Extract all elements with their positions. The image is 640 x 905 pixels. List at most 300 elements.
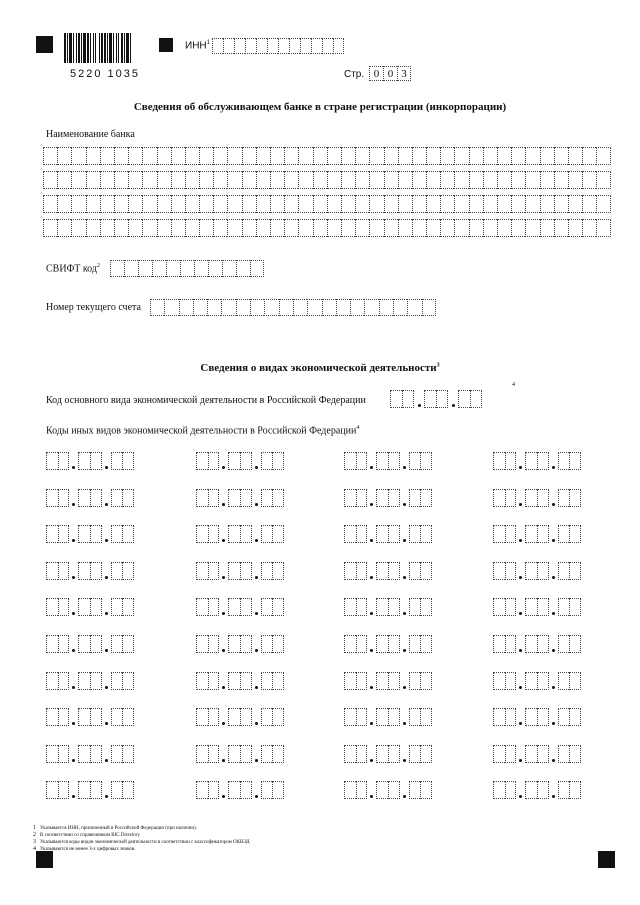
bank-name-cell[interactable] <box>100 219 114 237</box>
bank-name-cell[interactable] <box>511 219 525 237</box>
activity-code-cell[interactable] <box>388 452 400 470</box>
activity-code-cell[interactable] <box>90 635 102 653</box>
bank-name-cell[interactable] <box>171 171 185 189</box>
activity-code-cell[interactable] <box>344 781 356 799</box>
activity-code-cell[interactable] <box>111 745 123 763</box>
bank-name-cell[interactable] <box>412 147 426 165</box>
bank-name-cell[interactable] <box>213 147 227 165</box>
activity-code-cell[interactable] <box>537 452 549 470</box>
activity-code-cell[interactable] <box>90 489 102 507</box>
bank-name-cell[interactable] <box>355 195 369 213</box>
activity-code-cell[interactable] <box>196 562 208 580</box>
activity-code-cell[interactable] <box>208 452 220 470</box>
activity-code-segment[interactable] <box>493 781 516 799</box>
activity-code-cell[interactable] <box>208 489 220 507</box>
bank-name-cell[interactable] <box>185 195 199 213</box>
account-cell[interactable] <box>236 299 250 316</box>
bank-name-cell[interactable] <box>185 171 199 189</box>
activity-code-segment[interactable] <box>376 525 399 543</box>
activity-code-cell[interactable] <box>58 708 70 726</box>
bank-name-cell[interactable] <box>114 171 128 189</box>
activity-code-cell[interactable] <box>537 635 549 653</box>
bank-name-cell[interactable] <box>568 147 582 165</box>
bank-name-cell[interactable] <box>582 171 596 189</box>
account-cell[interactable] <box>422 299 436 316</box>
account-cell[interactable] <box>407 299 421 316</box>
bank-name-cell[interactable] <box>157 195 171 213</box>
account-cell[interactable] <box>150 299 164 316</box>
activity-code-cell[interactable] <box>525 672 537 690</box>
activity-code-segment[interactable] <box>111 452 134 470</box>
activity-code-cell[interactable] <box>261 452 273 470</box>
activity-code-cell[interactable] <box>196 708 208 726</box>
activity-code-cell[interactable] <box>376 489 388 507</box>
bank-name-cell[interactable] <box>341 195 355 213</box>
bank-name-cell[interactable] <box>369 195 383 213</box>
account-cell[interactable] <box>322 299 336 316</box>
activity-code-cell[interactable] <box>376 672 388 690</box>
activity-code-cell[interactable] <box>388 489 400 507</box>
activity-code-cell[interactable] <box>420 452 432 470</box>
bank-name-cell[interactable] <box>525 195 539 213</box>
activity-code-segment[interactable] <box>409 745 432 763</box>
activity-code-cell[interactable] <box>493 672 505 690</box>
activity-code-cell[interactable] <box>505 525 517 543</box>
bank-name-cell[interactable] <box>540 147 554 165</box>
activity-code-cell[interactable] <box>569 745 581 763</box>
activity-code-cell[interactable] <box>111 598 123 616</box>
activity-code-cell[interactable] <box>525 562 537 580</box>
activity-code-segment[interactable] <box>111 489 134 507</box>
activity-code-cell[interactable] <box>208 635 220 653</box>
activity-code-segment[interactable] <box>46 745 69 763</box>
bank-name-cell[interactable] <box>199 219 213 237</box>
bank-name-cell[interactable] <box>313 147 327 165</box>
activity-code-segment[interactable] <box>344 781 367 799</box>
bank-name-cell[interactable] <box>483 195 497 213</box>
activity-code-segment[interactable] <box>46 489 69 507</box>
activity-code-cell[interactable] <box>505 708 517 726</box>
activity-code-segment[interactable] <box>558 745 581 763</box>
activity-code-cell[interactable] <box>111 489 123 507</box>
activity-code-segment[interactable] <box>344 452 367 470</box>
activity-code-segment[interactable] <box>196 525 219 543</box>
activity-code-cell[interactable] <box>409 672 421 690</box>
activity-code-cell[interactable] <box>58 781 70 799</box>
bank-name-cell[interactable] <box>128 171 142 189</box>
activity-code-cell[interactable] <box>46 562 58 580</box>
bank-name-cell[interactable] <box>199 195 213 213</box>
bank-name-cell[interactable] <box>454 219 468 237</box>
bank-name-cell[interactable] <box>57 195 71 213</box>
bank-name-cell[interactable] <box>142 219 156 237</box>
bank-name-cell[interactable] <box>71 219 85 237</box>
bank-name-cell[interactable] <box>227 171 241 189</box>
activity-code-cell[interactable] <box>272 635 284 653</box>
activity-code-segment[interactable] <box>78 781 101 799</box>
bank-name-cell[interactable] <box>568 171 582 189</box>
account-cell[interactable] <box>393 299 407 316</box>
activity-code-segment[interactable] <box>344 598 367 616</box>
activity-code-cell[interactable] <box>569 452 581 470</box>
activity-code-cell[interactable] <box>228 708 240 726</box>
bank-name-cell[interactable] <box>412 219 426 237</box>
bank-name-cell[interactable] <box>43 219 57 237</box>
bank-name-cell[interactable] <box>483 147 497 165</box>
bank-name-cell[interactable] <box>57 147 71 165</box>
activity-code-segment[interactable] <box>493 598 516 616</box>
activity-code-segment[interactable] <box>493 635 516 653</box>
bank-name-cell[interactable] <box>341 147 355 165</box>
activity-code-cell[interactable] <box>420 781 432 799</box>
activity-code-cell[interactable] <box>228 672 240 690</box>
bank-name-cell[interactable] <box>412 171 426 189</box>
activity-code-cell[interactable] <box>196 452 208 470</box>
activity-code-segment[interactable] <box>111 708 134 726</box>
activity-code-cell[interactable] <box>376 708 388 726</box>
bank-name-cell[interactable] <box>554 147 568 165</box>
activity-code-cell[interactable] <box>78 525 90 543</box>
bank-name-cell[interactable] <box>213 195 227 213</box>
activity-code-segment[interactable] <box>558 672 581 690</box>
inn-cell[interactable] <box>289 38 300 54</box>
activity-code-segment[interactable] <box>228 635 251 653</box>
activity-code-cell[interactable] <box>78 708 90 726</box>
activity-code-segment[interactable] <box>493 708 516 726</box>
activity-code-segment[interactable] <box>228 525 251 543</box>
activity-code-segment[interactable] <box>525 635 548 653</box>
inn-cell[interactable] <box>234 38 245 54</box>
activity-code-segment[interactable] <box>344 562 367 580</box>
activity-code-cell[interactable] <box>272 708 284 726</box>
account-cell[interactable] <box>179 299 193 316</box>
activity-code-cell[interactable] <box>90 562 102 580</box>
activity-code-cell[interactable] <box>78 489 90 507</box>
activity-code-cell[interactable] <box>356 635 368 653</box>
activity-code-cell[interactable] <box>356 672 368 690</box>
bank-name-cell[interactable] <box>582 195 596 213</box>
bank-name-cell[interactable] <box>341 219 355 237</box>
bank-name-cell[interactable] <box>540 171 554 189</box>
activity-code-cell[interactable] <box>537 708 549 726</box>
activity-code-cell[interactable] <box>196 745 208 763</box>
activity-code-cell[interactable] <box>525 708 537 726</box>
activity-code-cell[interactable] <box>344 562 356 580</box>
activity-code-segment[interactable] <box>261 452 284 470</box>
activity-code-segment[interactable] <box>196 598 219 616</box>
account-cell[interactable] <box>293 299 307 316</box>
activity-code-segment[interactable] <box>344 635 367 653</box>
activity-code-cell[interactable] <box>111 562 123 580</box>
account-cell[interactable] <box>221 299 235 316</box>
activity-code-cell[interactable] <box>505 598 517 616</box>
bank-name-cell[interactable] <box>128 195 142 213</box>
activity-code-cell[interactable] <box>420 672 432 690</box>
bank-name-cell[interactable] <box>43 171 57 189</box>
activity-code-cell[interactable] <box>569 562 581 580</box>
bank-name-cell[interactable] <box>426 171 440 189</box>
bank-name-cell[interactable] <box>469 195 483 213</box>
activity-code-cell[interactable] <box>537 562 549 580</box>
activity-code-cell[interactable] <box>46 635 58 653</box>
activity-code-cell[interactable] <box>240 745 252 763</box>
bank-name-cell[interactable] <box>483 171 497 189</box>
bank-name-cell[interactable] <box>369 147 383 165</box>
bank-name-cell[interactable] <box>71 171 85 189</box>
bank-name-cell[interactable] <box>497 195 511 213</box>
bank-name-cell[interactable] <box>100 195 114 213</box>
activity-code-cell[interactable] <box>424 390 436 408</box>
account-cell[interactable] <box>250 299 264 316</box>
bank-name-cell[interactable] <box>454 171 468 189</box>
activity-code-cell[interactable] <box>261 489 273 507</box>
activity-code-cell[interactable] <box>558 635 570 653</box>
activity-code-cell[interactable] <box>409 525 421 543</box>
activity-code-cell[interactable] <box>196 489 208 507</box>
activity-code-segment[interactable] <box>344 525 367 543</box>
activity-code-cell[interactable] <box>388 708 400 726</box>
bank-name-cell[interactable] <box>242 147 256 165</box>
activity-code-cell[interactable] <box>493 452 505 470</box>
activity-code-cell[interactable] <box>240 562 252 580</box>
bank-name-cell[interactable] <box>171 147 185 165</box>
bank-name-cell[interactable] <box>540 195 554 213</box>
activity-code-segment[interactable] <box>78 708 101 726</box>
account-cell[interactable] <box>379 299 393 316</box>
activity-code-cell[interactable] <box>402 390 414 408</box>
activity-code-cell[interactable] <box>558 489 570 507</box>
activity-code-cell[interactable] <box>388 525 400 543</box>
bank-name-cell[interactable] <box>440 219 454 237</box>
bank-name-cell[interactable] <box>242 195 256 213</box>
activity-code-segment[interactable] <box>111 672 134 690</box>
activity-code-cell[interactable] <box>78 672 90 690</box>
bank-name-cell[interactable] <box>100 147 114 165</box>
activity-code-cell[interactable] <box>261 635 273 653</box>
activity-code-segment[interactable] <box>558 708 581 726</box>
bank-name-cell[interactable] <box>270 171 284 189</box>
activity-code-cell[interactable] <box>272 562 284 580</box>
bank-name-cell[interactable] <box>284 195 298 213</box>
activity-code-cell[interactable] <box>90 598 102 616</box>
activity-code-cell[interactable] <box>240 598 252 616</box>
activity-code-cell[interactable] <box>344 525 356 543</box>
activity-code-cell[interactable] <box>390 390 402 408</box>
bank-name-cell[interactable] <box>525 147 539 165</box>
activity-code-cell[interactable] <box>208 708 220 726</box>
bank-name-cell[interactable] <box>511 171 525 189</box>
activity-code-segment[interactable] <box>196 635 219 653</box>
activity-code-cell[interactable] <box>228 452 240 470</box>
bank-name-cell[interactable] <box>171 195 185 213</box>
activity-code-segment[interactable] <box>46 452 69 470</box>
inn-cell[interactable] <box>267 38 278 54</box>
bank-name-cell[interactable] <box>412 195 426 213</box>
activity-code-cell[interactable] <box>558 672 570 690</box>
activity-code-cell[interactable] <box>537 489 549 507</box>
activity-code-cell[interactable] <box>344 708 356 726</box>
activity-code-cell[interactable] <box>344 672 356 690</box>
activity-code-cell[interactable] <box>78 745 90 763</box>
bank-name-cell[interactable] <box>270 147 284 165</box>
activity-code-segment[interactable] <box>78 562 101 580</box>
activity-code-cell[interactable] <box>58 745 70 763</box>
activity-code-segment[interactable] <box>196 708 219 726</box>
bank-name-cell[interactable] <box>86 147 100 165</box>
activity-code-cell[interactable] <box>420 525 432 543</box>
activity-code-cell[interactable] <box>240 452 252 470</box>
activity-code-segment[interactable] <box>493 745 516 763</box>
activity-code-cell[interactable] <box>356 525 368 543</box>
activity-code-cell[interactable] <box>196 672 208 690</box>
activity-code-cell[interactable] <box>228 489 240 507</box>
activity-code-cell[interactable] <box>122 672 134 690</box>
activity-code-cell[interactable] <box>261 562 273 580</box>
activity-code-segment[interactable] <box>525 489 548 507</box>
bank-name-cell[interactable] <box>327 147 341 165</box>
activity-code-cell[interactable] <box>376 635 388 653</box>
activity-code-cell[interactable] <box>46 525 58 543</box>
activity-code-cell[interactable] <box>58 489 70 507</box>
activity-code-cell[interactable] <box>208 672 220 690</box>
activity-code-cell[interactable] <box>228 562 240 580</box>
bank-name-cell[interactable] <box>511 195 525 213</box>
bank-name-cell[interactable] <box>171 219 185 237</box>
bank-name-cell[interactable] <box>284 147 298 165</box>
activity-code-cell[interactable] <box>493 598 505 616</box>
activity-code-segment[interactable] <box>525 525 548 543</box>
activity-code-segment[interactable] <box>558 781 581 799</box>
activity-code-cell[interactable] <box>537 598 549 616</box>
activity-code-segment[interactable] <box>409 672 432 690</box>
activity-code-cell[interactable] <box>111 452 123 470</box>
activity-code-cell[interactable] <box>458 390 470 408</box>
activity-code-cell[interactable] <box>558 745 570 763</box>
bank-name-cell[interactable] <box>596 195 610 213</box>
activity-code-cell[interactable] <box>493 525 505 543</box>
bank-name-cell[interactable] <box>71 195 85 213</box>
activity-code-segment[interactable] <box>344 489 367 507</box>
activity-code-segment[interactable] <box>228 708 251 726</box>
activity-code-cell[interactable] <box>90 781 102 799</box>
bank-name-cell[interactable] <box>298 195 312 213</box>
activity-code-cell[interactable] <box>569 708 581 726</box>
activity-code-cell[interactable] <box>409 489 421 507</box>
activity-code-cell[interactable] <box>261 781 273 799</box>
activity-code-cell[interactable] <box>240 708 252 726</box>
bank-name-cell[interactable] <box>43 147 57 165</box>
activity-code-cell[interactable] <box>569 489 581 507</box>
swift-code-field[interactable] <box>110 260 264 277</box>
bank-name-cell[interactable] <box>256 219 270 237</box>
activity-code-cell[interactable] <box>558 525 570 543</box>
activity-code-segment[interactable] <box>78 489 101 507</box>
activity-code-cell[interactable] <box>558 708 570 726</box>
activity-code-cell[interactable] <box>78 562 90 580</box>
activity-code-cell[interactable] <box>196 525 208 543</box>
activity-code-cell[interactable] <box>122 708 134 726</box>
bank-name-cell[interactable] <box>454 147 468 165</box>
bank-name-cell[interactable] <box>43 195 57 213</box>
activity-code-cell[interactable] <box>436 390 448 408</box>
activity-code-segment[interactable] <box>196 745 219 763</box>
account-cell[interactable] <box>193 299 207 316</box>
bank-name-cell[interactable] <box>284 219 298 237</box>
activity-code-cell[interactable] <box>525 635 537 653</box>
activity-code-segment[interactable] <box>424 390 448 408</box>
swift-cell[interactable] <box>250 260 264 277</box>
activity-code-cell[interactable] <box>356 452 368 470</box>
bank-name-cell[interactable] <box>440 171 454 189</box>
swift-cell[interactable] <box>110 260 124 277</box>
activity-code-cell[interactable] <box>569 598 581 616</box>
activity-code-segment[interactable] <box>228 562 251 580</box>
bank-name-cell[interactable] <box>57 171 71 189</box>
bank-name-cell[interactable] <box>227 195 241 213</box>
bank-name-cell[interactable] <box>157 219 171 237</box>
activity-code-segment[interactable] <box>409 562 432 580</box>
activity-code-cell[interactable] <box>272 489 284 507</box>
activity-code-segment[interactable] <box>409 708 432 726</box>
bank-name-cell[interactable] <box>128 219 142 237</box>
activity-code-cell[interactable] <box>409 745 421 763</box>
bank-name-cell[interactable] <box>327 219 341 237</box>
activity-code-cell[interactable] <box>569 672 581 690</box>
bank-name-cell[interactable] <box>582 147 596 165</box>
activity-code-segment[interactable] <box>376 672 399 690</box>
activity-code-cell[interactable] <box>388 745 400 763</box>
activity-code-cell[interactable] <box>90 745 102 763</box>
activity-code-cell[interactable] <box>569 635 581 653</box>
activity-code-segment[interactable] <box>228 489 251 507</box>
bank-name-cell[interactable] <box>157 147 171 165</box>
bank-name-cell[interactable] <box>355 147 369 165</box>
activity-code-cell[interactable] <box>111 781 123 799</box>
inn-cell[interactable] <box>256 38 267 54</box>
activity-code-segment[interactable] <box>111 635 134 653</box>
activity-code-segment[interactable] <box>228 598 251 616</box>
activity-code-cell[interactable] <box>376 781 388 799</box>
activity-code-cell[interactable] <box>525 489 537 507</box>
bank-name-row[interactable] <box>43 195 611 213</box>
activity-code-cell[interactable] <box>558 781 570 799</box>
activity-code-cell[interactable] <box>228 525 240 543</box>
activity-code-cell[interactable] <box>240 489 252 507</box>
activity-code-cell[interactable] <box>493 562 505 580</box>
activity-code-segment[interactable] <box>111 598 134 616</box>
bank-name-cell[interactable] <box>554 219 568 237</box>
activity-code-segment[interactable] <box>46 635 69 653</box>
bank-name-cell[interactable] <box>525 171 539 189</box>
inn-cell[interactable] <box>223 38 234 54</box>
bank-name-cell[interactable] <box>199 147 213 165</box>
activity-code-cell[interactable] <box>46 781 58 799</box>
bank-name-cell[interactable] <box>426 219 440 237</box>
activity-code-segment[interactable] <box>376 781 399 799</box>
activity-code-segment[interactable] <box>376 598 399 616</box>
activity-code-cell[interactable] <box>78 452 90 470</box>
inn-cell[interactable] <box>333 38 344 54</box>
bank-name-cell[interactable] <box>454 195 468 213</box>
activity-code-cell[interactable] <box>537 672 549 690</box>
bank-name-cell[interactable] <box>384 147 398 165</box>
activity-code-cell[interactable] <box>58 672 70 690</box>
activity-code-segment[interactable] <box>261 525 284 543</box>
activity-code-cell[interactable] <box>569 781 581 799</box>
activity-code-cell[interactable] <box>272 452 284 470</box>
bank-name-cell[interactable] <box>596 147 610 165</box>
activity-code-segment[interactable] <box>228 781 251 799</box>
